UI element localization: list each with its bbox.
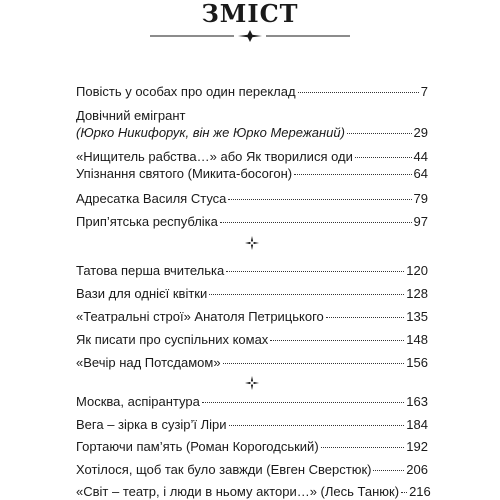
toc-entry-title: Адресатка Василя Стуса [76,191,227,206]
toc-entry[interactable] [76,438,428,455]
toc-entry[interactable] [76,165,428,182]
leader-dots [347,133,412,134]
toc-entry-page: 192 [406,439,428,454]
title-ornament [150,30,350,42]
toc-entry-page: 7 [420,84,428,99]
leader-dots [298,92,419,93]
toc-entry-title: «Театральні строї» Анатоля Петрицького [76,309,324,324]
toc-entry-title: Упізнання святого (Микита-босогон) [76,166,293,181]
toc-entry-title: Татова перша вчителька [76,263,225,278]
leader-dots [223,363,405,364]
leader-dots [229,425,405,426]
leader-dots [226,271,404,272]
toc-entry-subtitle: (Юрко Никифорук, він же Юрко Мережаний) [76,125,345,140]
toc-entry-page: 120 [406,263,428,278]
toc-entry-page: 163 [406,394,428,409]
toc-entry[interactable] [76,483,431,500]
toc-entry[interactable] [76,83,428,100]
leader-dots [326,317,405,318]
toc-entry-title: Москва, аспірантура [76,394,200,409]
leader-dots [209,294,404,295]
section-separator [76,236,428,254]
toc-entry-title: «Світ – театр, і люди в ньому актори…» (Лесь Танюк) [76,484,400,499]
toc-entry-title: «Вечір над Потсдамом» [76,355,221,370]
toc-entry-page: 216 [409,484,431,499]
toc-entry[interactable] [76,461,428,478]
toc-entry-title: «Нищитель рабства…» або Як творилися оди [76,149,353,164]
toc-entry-page: 64 [413,166,428,181]
section-separator [76,376,428,394]
toc-entry-page: 29 [413,125,428,140]
toc-entry-title: Прип’ятська республіка [76,214,218,229]
toc-entry[interactable] [76,308,428,325]
toc-entry[interactable] [76,213,428,230]
toc-entry-page: 44 [413,149,428,164]
toc-entry[interactable] [76,393,428,410]
toc-entry-title: Гортаючи пам’ять (Роман Корогодський) [76,439,319,454]
leader-dots [228,199,411,200]
star-ornament-icon [245,236,259,250]
toc-entry-title: Хотілося, щоб так було завжди (Евген Сверстюк) [76,462,372,477]
leader-dots [321,447,405,448]
leader-dots [355,157,412,158]
leader-dots [373,470,404,471]
leader-dots [202,402,404,403]
toc-entry[interactable] [76,107,428,141]
toc-entry[interactable] [76,190,428,207]
toc-entry[interactable] [76,262,428,279]
toc-entry[interactable] [76,354,428,371]
toc-entry-page: 97 [413,214,428,229]
toc-entry[interactable] [76,148,428,165]
toc-entry-title: Довічний емігрант [76,108,186,123]
toc-entry[interactable] [76,416,428,433]
toc-entry-page: 79 [413,191,428,206]
toc-entry-title: Повість у особах про один переклад [76,84,296,99]
toc-entry-title: Вега – зірка в сузір’ї Ліри [76,417,227,432]
leader-dots [220,222,412,223]
leader-dots [294,174,411,175]
toc-entry-page: 135 [406,309,428,324]
leader-dots [270,340,404,341]
toc-entry-page: 206 [406,462,428,477]
star-ornament-icon [245,376,259,390]
toc-entry-page: 184 [406,417,428,432]
toc-entry-title: Як писати про суспільних комах [76,332,269,347]
toc-entry[interactable] [76,285,428,302]
toc-entry-page: 148 [406,332,428,347]
toc-entry-title: Вази для однієї квітки [76,286,208,301]
leader-dots [401,492,407,493]
toc-entry-page: 156 [406,355,428,370]
page-title: ЗМІСТ [201,0,299,28]
toc-entry[interactable] [76,331,428,348]
toc-entry-page: 128 [406,286,428,301]
